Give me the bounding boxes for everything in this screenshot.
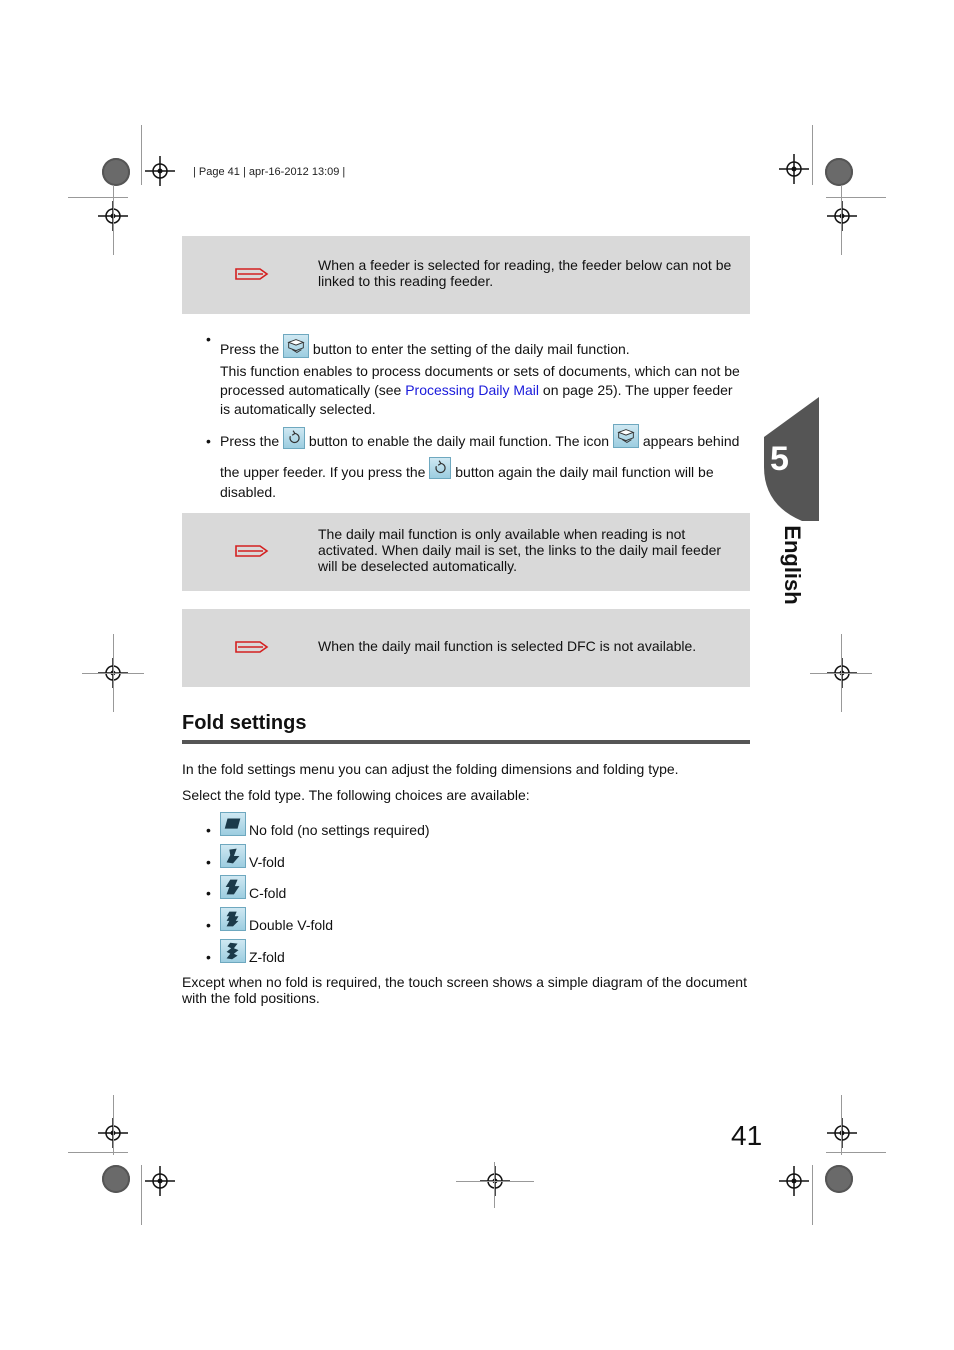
- bullet: •: [206, 949, 211, 965]
- print-mark-dot: [825, 158, 853, 186]
- note-box: [182, 609, 750, 687]
- no-fold-icon: [220, 812, 246, 836]
- text-line: Except when no fold is required, the touch screen shows a simple diagram of the document: [182, 974, 747, 990]
- crop-line: [456, 1181, 534, 1182]
- fold-option-label: Z-fold: [249, 949, 285, 965]
- crop-line: [113, 1095, 114, 1155]
- crop-line: [810, 673, 872, 674]
- daily-mail-indicator-icon: [613, 424, 639, 448]
- daily-mail-bullet-2-line2: [220, 457, 714, 482]
- registration-mark-icon: [779, 154, 809, 184]
- text-run: on page 25). The upper feeder: [542, 382, 733, 398]
- chapter-number: 5: [770, 440, 789, 478]
- processing-daily-mail-link[interactable]: Processing Daily Mail: [405, 382, 540, 398]
- text-run: button again the daily mail function will be: [455, 464, 714, 480]
- crop-line: [113, 185, 114, 255]
- registration-mark-icon: [827, 1118, 857, 1148]
- text-run: the upper feeder. If you press the: [220, 464, 426, 480]
- fold-option-label: V-fold: [249, 854, 285, 870]
- z-fold-icon: [220, 939, 246, 963]
- crop-line: [841, 185, 842, 255]
- registration-mark-icon: [145, 156, 175, 186]
- daily-mail-bullet-1: [220, 334, 630, 359]
- text-run: appears behind: [642, 433, 740, 449]
- bullet: •: [206, 822, 211, 838]
- daily-mail-bullet-2-line3: disabled.: [220, 484, 277, 500]
- crop-line: [812, 125, 813, 185]
- registration-mark-icon: [779, 1166, 809, 1196]
- bullet: •: [206, 854, 211, 870]
- crop-line: [812, 1165, 813, 1225]
- text-run: button to enter the setting of the daily mail function.: [312, 341, 630, 357]
- text-run: processed automatically (see: [220, 382, 402, 398]
- section-title: Fold settings: [182, 712, 307, 734]
- c-fold-icon: [220, 875, 246, 899]
- text-run: button to enable the daily mail function. The icon: [308, 433, 610, 449]
- language-label: English: [780, 525, 805, 605]
- text-line: with the fold positions.: [182, 990, 320, 1006]
- text-run: Press the: [220, 433, 280, 449]
- fold-intro: In the fold settings menu you can adjust the folding dimensions and folding type.: [182, 761, 679, 777]
- note-pointer-icon: [234, 265, 270, 283]
- text-line: [220, 381, 752, 400]
- double-v-fold-icon: [220, 907, 246, 931]
- bullet: •: [206, 917, 211, 933]
- fold-select-text: Select the fold type. The following choices are available:: [182, 787, 530, 803]
- note-pointer-icon: [234, 542, 270, 560]
- text-line: This function enables to process documents or sets of documents, which can not be: [220, 363, 740, 379]
- enable-daily-mail-button-icon: [429, 457, 451, 479]
- crop-line: [826, 1152, 886, 1153]
- bullet: •: [206, 433, 211, 449]
- registration-mark-icon: [145, 1166, 175, 1196]
- crop-line: [68, 1152, 128, 1153]
- note-pointer-icon: [234, 638, 270, 656]
- text-line: is automatically selected.: [220, 401, 376, 417]
- bullet: •: [206, 885, 211, 901]
- daily-mail-paragraph: [220, 362, 752, 419]
- print-mark-dot: [102, 1165, 130, 1193]
- note-box: [182, 513, 750, 591]
- text-run: Press the: [220, 341, 280, 357]
- note-text: When a feeder is selected for reading, the feeder below can not be linked to this reading feeder.: [318, 257, 732, 289]
- fold-option-label: C-fold: [249, 885, 287, 901]
- daily-mail-bullet-2: [220, 424, 739, 451]
- crop-line: [494, 1162, 495, 1208]
- registration-mark-icon: [827, 201, 857, 231]
- crop-line: [826, 197, 886, 198]
- page-number: 41: [731, 1120, 763, 1151]
- note-text: When the daily mail function is selected DFC is not available.: [318, 638, 697, 654]
- fold-closing-paragraph: [182, 974, 752, 1006]
- fold-option-label: No fold (no settings required): [249, 822, 430, 838]
- print-info: | Page 41 | apr-16-2012 13:09 |: [193, 166, 346, 178]
- enable-daily-mail-button-icon: [283, 427, 305, 449]
- bullet: •: [206, 331, 211, 347]
- daily-mail-button-icon: [283, 334, 309, 358]
- note-text: The daily mail function is only available when reading is not activated. When daily mail is set, the links to the daily mail feeder will be deselected automatically.: [318, 526, 722, 574]
- fold-option-label: Double V-fold: [249, 917, 334, 933]
- crop-line: [82, 673, 144, 674]
- note-box: [182, 236, 750, 314]
- crop-line: [841, 1095, 842, 1155]
- crop-line: [68, 197, 128, 198]
- crop-line: [141, 125, 142, 185]
- section-divider: [182, 740, 750, 744]
- crop-line: [141, 1165, 142, 1225]
- v-fold-icon: [220, 844, 246, 868]
- print-mark-dot: [102, 158, 130, 186]
- print-mark-dot: [825, 1165, 853, 1193]
